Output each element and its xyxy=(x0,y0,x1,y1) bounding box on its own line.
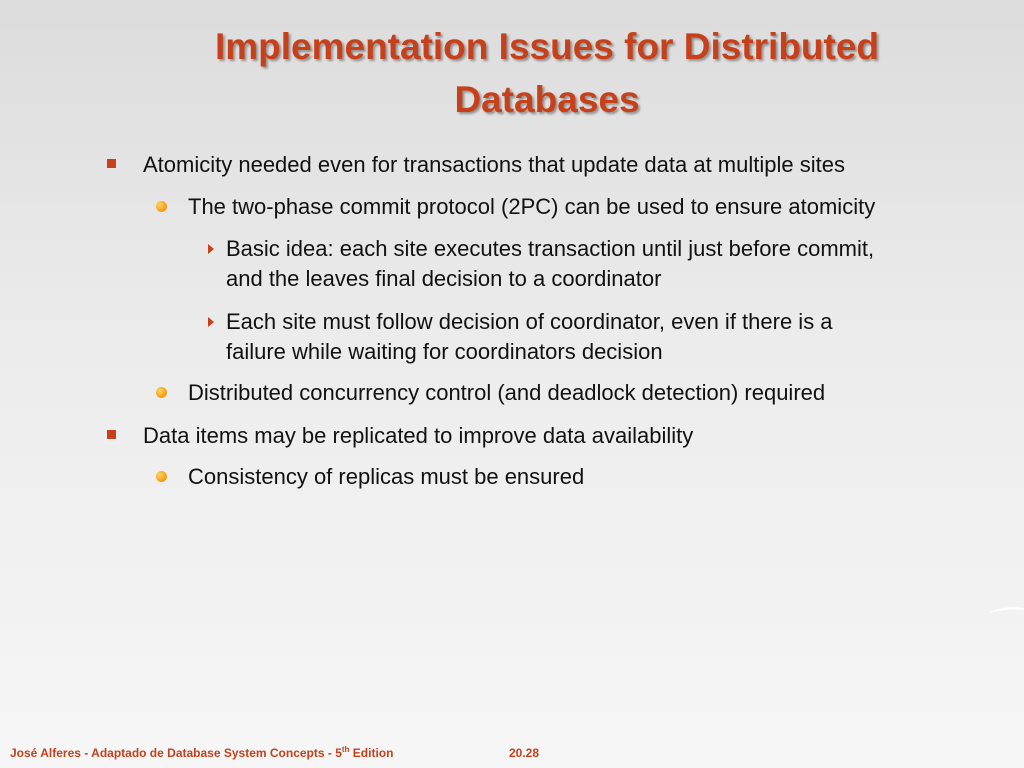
title-line-2: Databases xyxy=(454,79,640,120)
title-line-1: Implementation Issues for Distributed xyxy=(214,26,880,67)
bullet-level2-concurrency: Distributed concurrency control (and deadlock detection) required xyxy=(188,380,826,405)
decorative-swoosh xyxy=(990,606,1024,614)
arrow-bullet-icon xyxy=(208,317,214,327)
footer-credit xyxy=(10,745,393,760)
square-bullet-icon xyxy=(107,159,116,168)
arrow-bullet-icon xyxy=(208,244,214,254)
bullet-level3-basic-idea-line2: and the leaves final decision to a coordinator xyxy=(226,266,662,291)
footer-credit-suffix: Edition xyxy=(349,746,394,760)
footer-credit-sup: th xyxy=(341,745,350,754)
bullet-level3-follow-decision-line1: Each site must follow decision of coordinator, even if there is a xyxy=(226,309,833,334)
bullet-level2-consistency: Consistency of replicas must be ensured xyxy=(188,464,585,489)
bullet-level1-atomicity: Atomicity needed even for transactions that update data at multiple sites xyxy=(143,152,845,177)
footer-page-number: 20.28 xyxy=(509,746,540,760)
dot-bullet-icon xyxy=(156,201,167,212)
slide-title xyxy=(0,20,1024,126)
bullet-level1-replication: Data items may be replicated to improve data availability xyxy=(143,423,694,448)
footer-credit-prefix: José Alferes - Adaptado de Database System Concepts - 5 xyxy=(10,746,342,760)
bullet-level3-follow-decision-line2: failure while waiting for coordinators decision xyxy=(226,339,663,364)
dot-bullet-icon xyxy=(156,471,167,482)
bullet-level3-basic-idea-line1: Basic idea: each site executes transaction until just before commit, xyxy=(226,236,875,261)
dot-bullet-icon xyxy=(156,387,167,398)
bullet-level2-2pc: The two-phase commit protocol (2PC) can be used to ensure atomicity xyxy=(188,194,876,219)
square-bullet-icon xyxy=(107,430,116,439)
